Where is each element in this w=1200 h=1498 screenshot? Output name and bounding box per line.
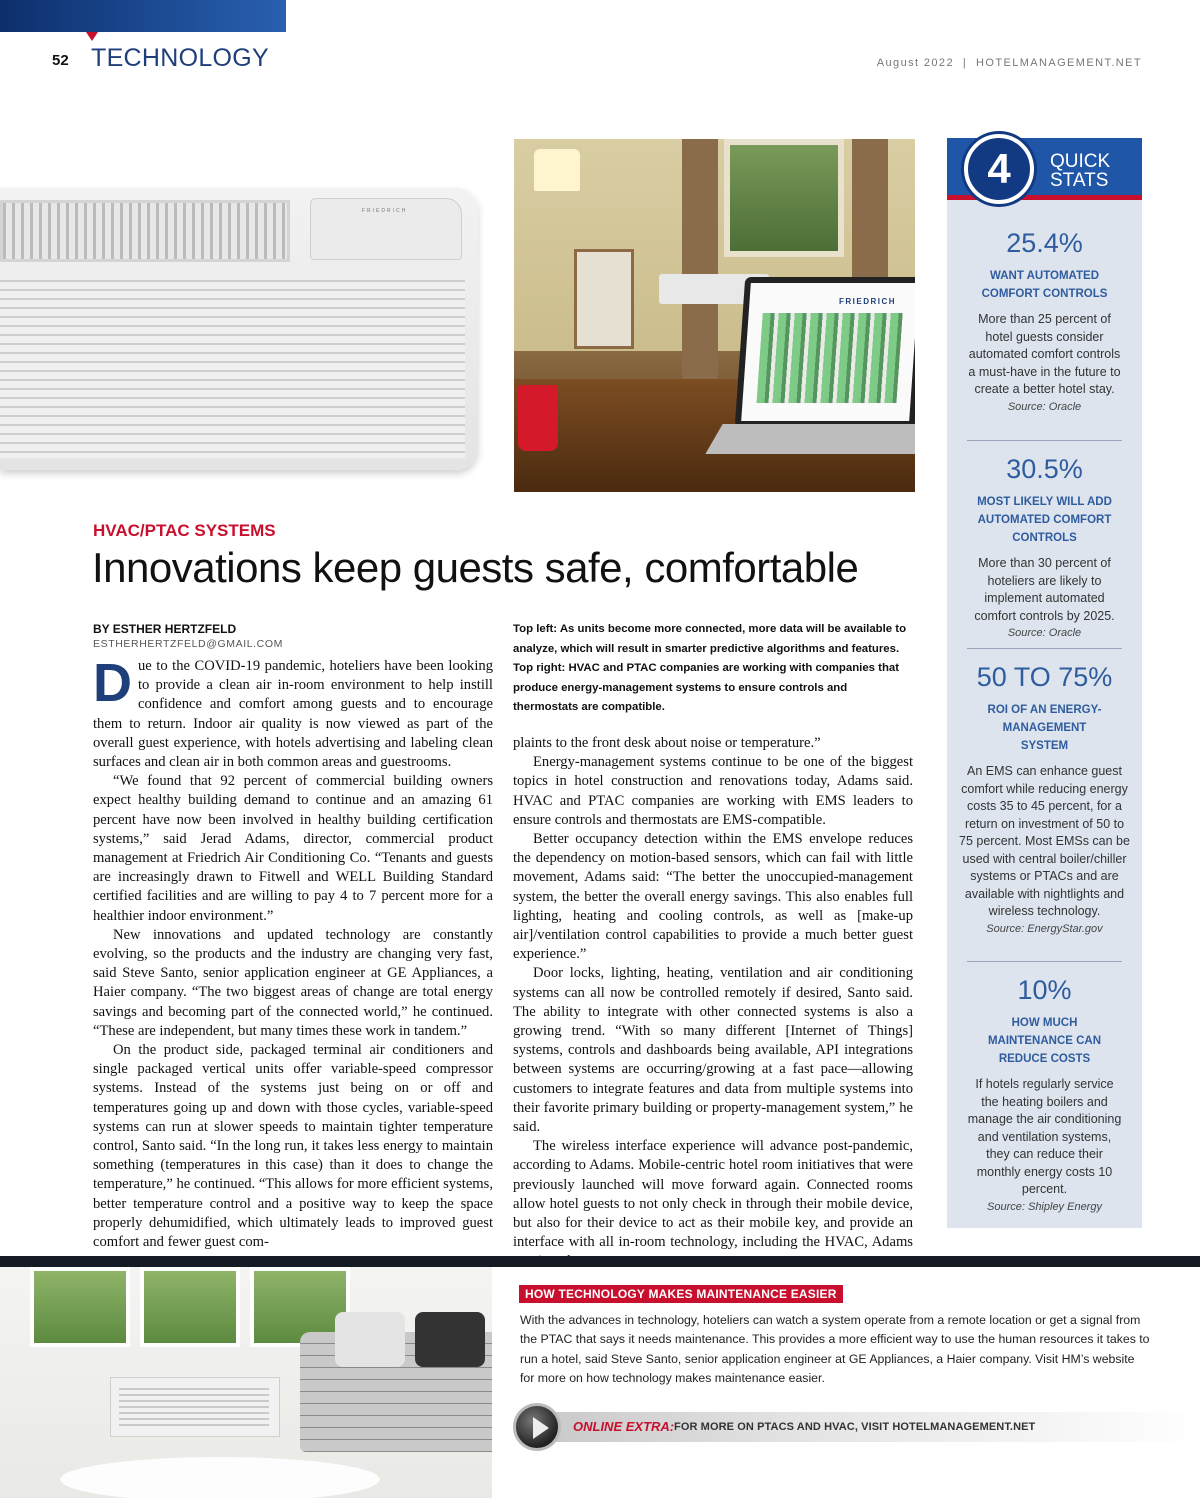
stat-item (957, 228, 1132, 413)
issue-info: August 2022 | HOTELMANAGEMENT.NET (876, 57, 1142, 69)
hotel-room-laptop-photo (514, 139, 915, 492)
living-ptac-vent (119, 1388, 269, 1428)
curtain-left (682, 139, 718, 389)
living-ptac-unit (110, 1377, 280, 1437)
stat-divider (967, 648, 1122, 649)
author-email[interactable]: ESTHERHERTZFELD@GMAIL.COM (93, 638, 283, 650)
stat-source: Source: EnergyStar.gov (986, 922, 1103, 935)
top-red-notch (86, 32, 98, 41)
article-paragraph: New innovations and updated technology are constantly evolving, so the products and the industry are changing very fast, said Steve Santo, senior application engineer at GE Appliances, a Haier company. “The two biggest areas of change are total energy savings and becoming part of the connected world,” he continued. “These are independent, but many times these work in tandem.” (93, 926, 493, 1039)
stat-item (957, 454, 1132, 639)
section-title: TECHNOLOGY (91, 44, 270, 72)
drop-cap: D (93, 653, 132, 713)
pillow (335, 1312, 405, 1367)
quick-stats-title-line2: STATS (1050, 170, 1109, 191)
stat-heading: HOW MUCH MAINTENANCE CAN REDUCE COSTS (987, 1017, 1102, 1065)
ptac-top-grille (0, 200, 290, 262)
caption-top-left: Top left: As units become more connected, more data will be available to analyze, which will result in smarter predictive algorithms and features. (513, 623, 907, 655)
online-extra-link[interactable]: FOR MORE ON PTACS AND HVAC, VISIT HOTELMANAGEMENT.NET (674, 1421, 1036, 1433)
stat-value: 25.4% (1006, 228, 1083, 258)
laptop-keyboard (705, 424, 915, 454)
page-number: 52 (52, 52, 69, 69)
article-paragraph: Door locks, lighting, heating, ventilation and air conditioning systems can all now be controlled remotely if desired, Santo said. The ability to integrate with other connected systems is also a growing trend. “With so many different [Internet of Things] systems, controls and dashboards being available, API integrations between systems are occurring/growing at a fast pace—allowing customers to integrate features and data from multiple systems into their favorite primary building or property-management system,” he said. (513, 965, 913, 1136)
article-paragraph: Due to the COVID-19 pandemic, hoteliers have been looking to provide a clean air in-room environment to help instill confidence and comfort among guests and to encourage them to return. Indoor air quality is now viewed as part of the overall guest experience, with hotels advertising and labeling clean surfaces and clean air in both common areas and guestrooms. (93, 653, 493, 771)
stat-body: If hotels regularly service the heating boilers and manage the air conditioning and ventilation systems, they can reduce their monthly energy costs 10 percent. (967, 1077, 1122, 1196)
maintenance-text: With the advances in technology, hoteliers can watch a system operate from a remote location or get a signal from the PTAC that says it needs maintenance. This provides a more efficient way to use the human resources it takes to run a hotel, said Steve Santo, senior application engineer at GE Appliances, a Haier company. Visit HM’s website for more on how technology makes maintenance easier. (520, 1313, 1150, 1386)
rug (60, 1457, 380, 1498)
stat-source: Source: Shipley Energy (987, 1200, 1102, 1213)
stat-value: 30.5% (1006, 454, 1083, 484)
stat-body: More than 30 percent of hoteliers are likely to implement automated comfort controls by 2025. (974, 556, 1115, 623)
living-room-ptac-photo (0, 1267, 492, 1498)
stat-value: 10% (1017, 975, 1072, 1005)
quick-stats-title-line1: QUICK (1050, 151, 1111, 172)
stat-heading: ROI OF AN ENERGY-MANAGEMENT SYSTEM (987, 704, 1102, 752)
article-paragraph: The wireless interface experience will advance post-pandemic, according to Adams. Mobile-centric hotel room initiatives that were previously launched will move forward again. Connected rooms allow hotel guests to not only check in through their mobile device, but also for their device to act as their mobile key, and provide an interface with all in-room technology, including the HVAC, Adams (513, 1137, 913, 1271)
living-window (30, 1267, 130, 1347)
top-color-bar (0, 0, 286, 32)
article-paragraph: plaints to the front desk about noise or temperature.” (513, 735, 821, 751)
quick-stats-count: 4 (987, 145, 1011, 192)
ptac-vent-louvers (0, 280, 465, 458)
quick-stats-header (947, 138, 1142, 200)
article-paragraph: Energy-management systems continue to be one of the biggest topics in hotel construction and renovations today, Adams said. HVAC and PTAC companies are working with EMS leaders to ensure controls and thermostats are EMS-compatible. (513, 754, 913, 828)
stat-source: Source: Oracle (1007, 627, 1082, 639)
stat-divider (967, 440, 1122, 441)
stat-source: Source: Oracle (1007, 400, 1082, 413)
room-chair (574, 249, 634, 349)
stat-heading: WANT AUTOMATED COMFORT CONTROLS (981, 270, 1108, 300)
red-mug (518, 385, 558, 451)
stat-item (957, 975, 1132, 1213)
article-column-2 (513, 734, 913, 1272)
stat-heading: MOST LIKELY WILL ADD AUTOMATED COMFORT CONTROLS (977, 496, 1112, 544)
article-paragraph: On the product side, packaged terminal air conditioners and single packaged vertical units offer variable-speed compressor systems. Instead of the systems just being on or off and temperatures going up and down with those cycles, variable-speed systems can run at slower speeds to maintain tighter temperature control, Santo said. “In the long run, it takes less energy to maintain something (temperatures in this case) than it does to change the temperature,” he continued. “This allows for more efficient systems, better temperature control and a positive way to keep the space properly dehumidified, which ultimately leads to improved guest comfort and fewer guest com- (93, 1042, 493, 1251)
ptac-unit-photo (0, 188, 478, 470)
maintenance-label: HOW TECHNOLOGY MAKES MAINTENANCE EASIER (519, 1285, 843, 1303)
article-kicker: HVAC/PTAC SYSTEMS (93, 521, 276, 540)
online-extra-label: ONLINE EXTRA: (573, 1419, 675, 1434)
stat-body: More than 25 percent of hotel guests consider automated comfort controls a must-have in the future to create a better hotel stay. (968, 312, 1121, 396)
ems-dashboard-grid (756, 313, 902, 403)
pillow (415, 1312, 485, 1367)
quick-stats-badge (964, 134, 1034, 204)
caption-top-right: Top right: HVAC and PTAC companies are working with companies that produce energy-management systems to ensure controls and thermostats are compatible. (513, 662, 900, 713)
play-icon[interactable] (513, 1403, 561, 1451)
laptop-brand-logo: FRIEDRICH (839, 297, 897, 306)
article-headline: Innovations keep guests safe, comfortable (92, 544, 859, 591)
photo-caption (513, 620, 913, 718)
article-byline: BY ESTHER HERTZFELD (93, 622, 237, 636)
living-window (140, 1267, 240, 1347)
stat-value: 50 TO 75% (976, 662, 1113, 692)
lamp-shade (534, 149, 580, 191)
article-paragraph: Better occupancy detection within the EMS envelope reduces the dependency on motion-based sensors, which can fail with little movement, Adams said: “The better the unoccupied-management system, the better the overall energy savings. This also enables full lighting, heating and cooling controls, as well as [make-up air]/ventilation control capabilities to provide a much better guest experience.” (513, 831, 913, 963)
quick-stats-title (1050, 152, 1110, 190)
ptac-brand-logo: FRIEDRICH (362, 208, 408, 214)
article-paragraph: “We found that 92 percent of commercial building owners expect healthy building demand to continue and an amazing 61 percent have now been involved in healthy building certification systems,” said Jerad Adams, director, commercial product management at Friedrich Air Conditioning Co. “Tenants and guests are increasingly drawn to Fitwell and WELL Building Standard certified facilities and are willing to pay 4 to 7 percent more for a healthier indoor environment.” (93, 773, 493, 924)
quick-stats-sidebar (947, 138, 1142, 1228)
stat-body: An EMS can enhance guest comfort while reducing energy costs 35 to 45 percent, for a return on investment of 50 to 75 percent. Most EMSs can be used with central boiler/chiller systems or PTACs and are available with nightlights and wireless technology. (959, 764, 1130, 918)
article-column-1 (93, 653, 493, 1252)
stat-divider (967, 961, 1122, 962)
stat-item (957, 662, 1132, 935)
room-window (724, 139, 844, 257)
bottom-divider-bar (0, 1256, 1200, 1267)
